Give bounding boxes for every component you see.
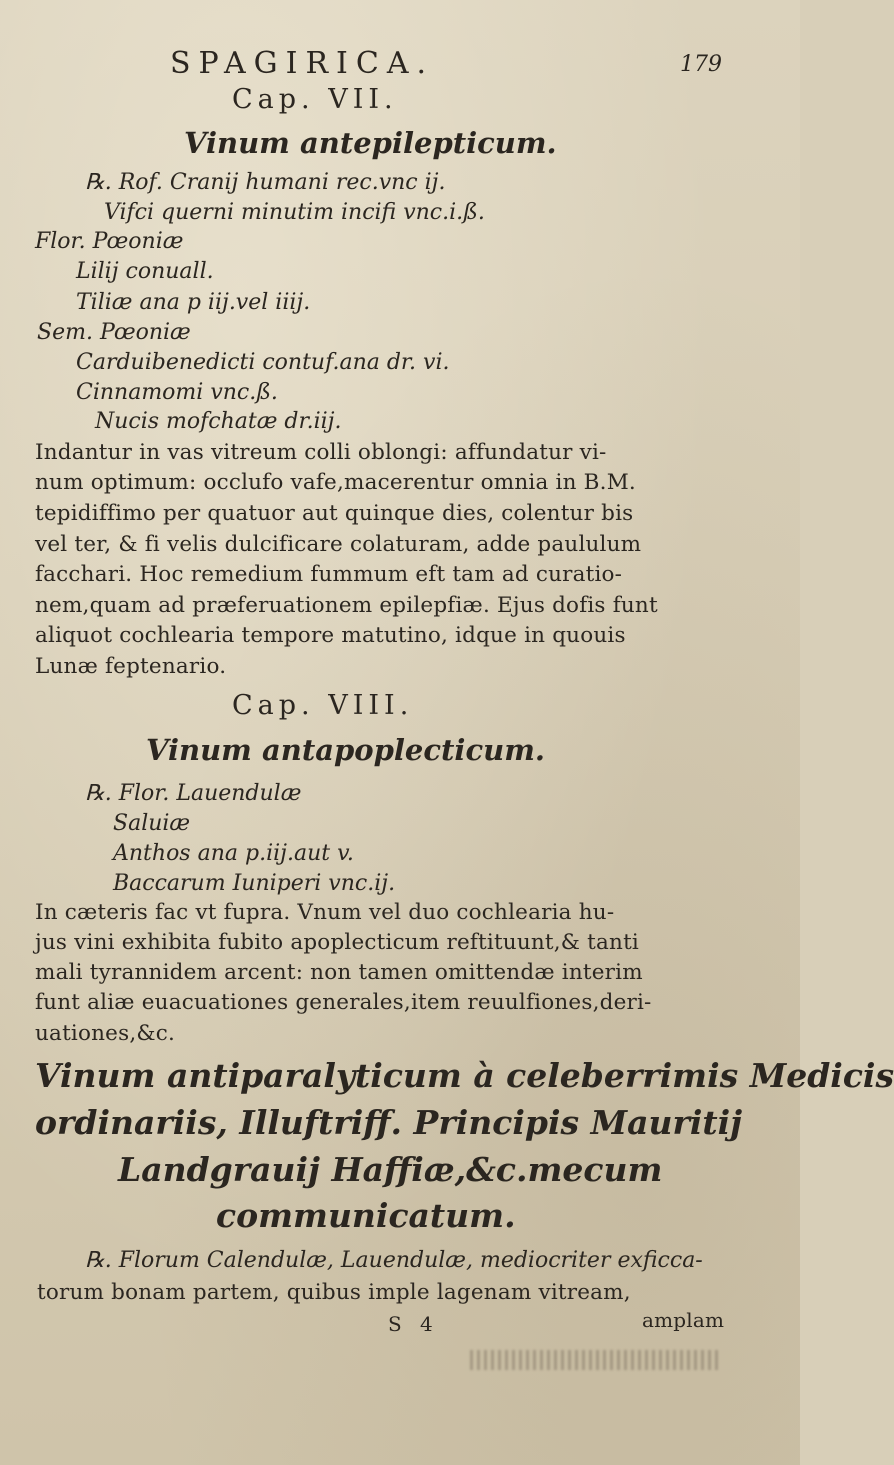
catchword: amplam bbox=[642, 1308, 725, 1332]
section-title-line: communicatum. bbox=[216, 1196, 516, 1235]
recipe-line: Baccarum Iuniperi vnc.ij. bbox=[113, 871, 396, 896]
text-line: Lunæ feptenario. bbox=[35, 654, 227, 679]
recipe-line: Carduibenedicti contuf.ana dr. vi. bbox=[76, 350, 450, 375]
recipe-line: Anthos ana p.iij.aut v. bbox=[113, 841, 354, 866]
text-line: mali tyrannidem arcent: non tamen omittendæ interim bbox=[35, 960, 643, 985]
recipe-line: Cinnamomi vnc.ß. bbox=[76, 380, 278, 405]
recipe-line: Vifci querni minutim incifi vnc.i.ß. bbox=[104, 200, 485, 225]
text-line: uationes,&c. bbox=[35, 1021, 175, 1046]
text-line: aliquot cochlearia tempore matutino, idque in quouis bbox=[35, 623, 626, 648]
text-line: tepidiffimo per quatuor aut quinque dies, colentur bis bbox=[35, 501, 634, 526]
running-title: SPAGIRICA. bbox=[170, 46, 435, 81]
recipe-line: ℞. Flor. Lauendulæ bbox=[85, 781, 302, 806]
text-line: jus vini exhibita fubito apoplecticum reftituunt,& tanti bbox=[35, 930, 640, 955]
chapter-heading: Cap. VII. bbox=[232, 84, 398, 115]
recipe-line: Sem. Pœoniæ bbox=[37, 320, 191, 345]
recipe-line: ℞. Rof. Cranij humani rec.vnc ij. bbox=[85, 170, 446, 195]
text-line: funt aliæ euacuationes generales,item reuulfiones,deri- bbox=[35, 990, 652, 1015]
text-line: nem,quam ad præferuationem epilepfiæ. Ejus dofis funt bbox=[35, 593, 658, 618]
text-line: In cæteris fac vt fupra. Vnum vel duo cochlearia hu- bbox=[35, 900, 615, 925]
chapter-heading: Cap. VIII. bbox=[232, 690, 414, 721]
section-title-line: Vinum antiparalyticum à celeberrimis Medicis bbox=[35, 1056, 894, 1095]
text-line: facchari. Hoc remedium fummum eft tam ad curatio- bbox=[35, 562, 623, 587]
section-title-line: ordinariis, Illuftriff. Principis Mauritij bbox=[35, 1103, 743, 1142]
chapter-title: Vinum antepilepticum. bbox=[184, 126, 557, 160]
recipe-line: Flor. Pœoniæ bbox=[35, 229, 184, 254]
section-title-line: Landgrauij Haffiæ,&c.mecum bbox=[118, 1150, 663, 1189]
signature-mark: S 4 bbox=[388, 1312, 439, 1336]
text-line: vel ter, & fi velis dulcificare colaturam, adde paululum bbox=[35, 532, 642, 557]
recipe-line: Nucis mofchatæ dr.iij. bbox=[95, 409, 342, 434]
page-number: 179 bbox=[680, 52, 722, 77]
text-line: Indantur in vas vitreum colli oblongi: affundatur vi- bbox=[35, 440, 607, 465]
text-line: num optimum: occlufo vafe,macerentur omnia in B.M. bbox=[35, 470, 636, 495]
ink-bleed-through bbox=[470, 1350, 720, 1370]
recipe-line: Tiliæ ana p iij.vel iiij. bbox=[76, 290, 311, 315]
text-line: torum bonam partem, quibus imple lagenam vitream, bbox=[37, 1280, 631, 1305]
chapter-title: Vinum antapoplecticum. bbox=[146, 733, 545, 767]
text-line: ℞. Florum Calendulæ, Lauendulæ, mediocriter exficca- bbox=[85, 1248, 703, 1273]
recipe-line: Saluiæ bbox=[113, 811, 191, 836]
recipe-line: Lilij conuall. bbox=[76, 259, 214, 284]
